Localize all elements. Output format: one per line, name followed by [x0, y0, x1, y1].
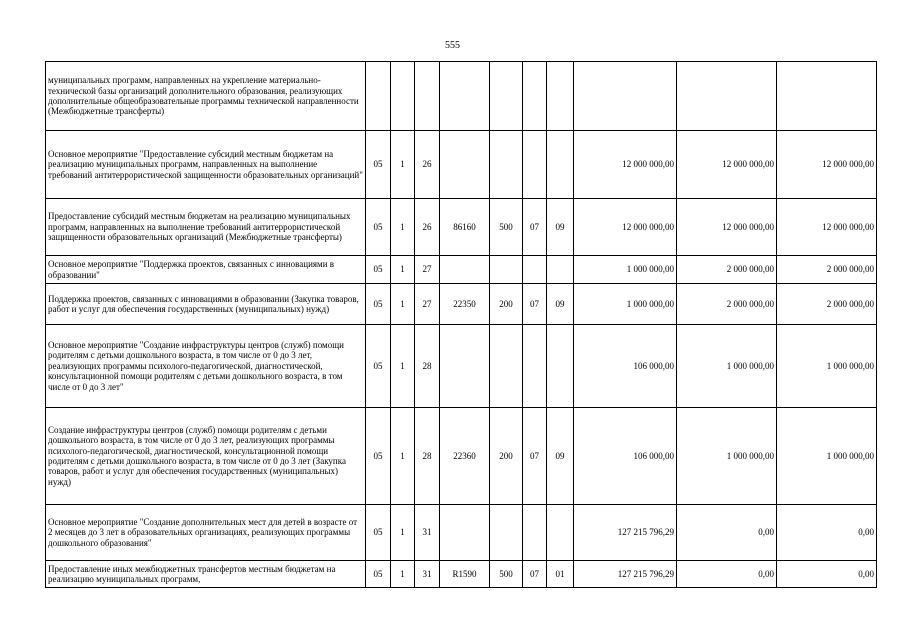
code-cell: 86160	[440, 199, 490, 256]
code-cell: 07	[523, 408, 547, 505]
amount-cell: 12 000 000,00	[677, 131, 777, 199]
table-row	[46, 256, 877, 284]
row-name: Основное мероприятие "Поддержка проектов, связанных с инновациями в образовании"	[46, 256, 366, 284]
row-name: Основное мероприятие "Предоставление субсидий местным бюджетам на реализацию муниципальных программ, направленных на выполнение требований антитеррористической защищенности образовательных организаций"	[46, 131, 366, 199]
amount-cell: 2 000 000,00	[677, 284, 777, 325]
budget-table	[45, 61, 877, 588]
code-cell: 22360	[440, 408, 490, 505]
amount-cell	[677, 62, 777, 131]
row-name: Предоставление субсидий местным бюджетам на реализацию муниципальных программ, направленных на выполнение требований антитеррористической защищенности образовательных организаций (Межбюджетные трансферты)	[46, 199, 366, 256]
table-row	[46, 62, 877, 131]
code-cell	[547, 325, 574, 408]
code-cell	[490, 62, 523, 131]
code-cell: 09	[547, 408, 574, 505]
amount-cell: 12 000 000,00	[777, 199, 877, 256]
code-cell: 1	[391, 325, 415, 408]
code-cell	[490, 505, 523, 561]
code-cell	[490, 131, 523, 199]
code-cell: 1	[391, 199, 415, 256]
row-name: муниципальных программ, направленных на укрепление материально-технической базы организаций дополнительного образования, реализующих дополнительные общеобразовательные программы технической направленности (Межбюджетные трансферты)	[46, 62, 366, 131]
code-cell: 1	[391, 284, 415, 325]
code-cell	[490, 256, 523, 284]
code-cell: 05	[366, 256, 391, 284]
code-cell: 200	[490, 408, 523, 505]
code-cell	[523, 505, 547, 561]
code-cell: 05	[366, 408, 391, 505]
code-cell: 27	[415, 284, 440, 325]
code-cell: 05	[366, 199, 391, 256]
code-cell: 07	[523, 199, 547, 256]
code-cell	[440, 62, 490, 131]
amount-cell: 106 000,00	[574, 325, 677, 408]
code-cell: 07	[523, 561, 547, 588]
code-cell: 1	[391, 505, 415, 561]
code-cell: 28	[415, 408, 440, 505]
code-cell	[547, 505, 574, 561]
code-cell	[440, 256, 490, 284]
table-row	[46, 199, 877, 256]
code-cell	[523, 62, 547, 131]
amount-cell: 127 215 796,29	[574, 561, 677, 588]
amount-cell: 2 000 000,00	[777, 256, 877, 284]
code-cell: 05	[366, 284, 391, 325]
amount-cell: 1 000 000,00	[574, 284, 677, 325]
amount-cell: 12 000 000,00	[777, 131, 877, 199]
code-cell: 1	[391, 408, 415, 505]
code-cell	[440, 505, 490, 561]
code-cell	[440, 325, 490, 408]
code-cell: 07	[523, 284, 547, 325]
code-cell: 09	[547, 284, 574, 325]
code-cell: 26	[415, 199, 440, 256]
code-cell: 31	[415, 505, 440, 561]
amount-cell: 1 000 000,00	[677, 408, 777, 505]
amount-cell: 2 000 000,00	[777, 284, 877, 325]
amount-cell: 0,00	[777, 561, 877, 588]
code-cell	[523, 256, 547, 284]
code-cell	[547, 131, 574, 199]
code-cell: 1	[391, 256, 415, 284]
code-cell: 27	[415, 256, 440, 284]
amount-cell: 127 215 796,29	[574, 505, 677, 561]
code-cell: 1	[391, 561, 415, 588]
code-cell: R1590	[440, 561, 490, 588]
code-cell: 200	[490, 284, 523, 325]
row-name: Основное мероприятие "Создание инфраструктуры центров (служб) помощи родителям с детьми дошкольного возраста, в том числе от 0 до 3 лет, реализующих программы психолого-педагогической, диагностической, консультационной помощи родителям с детьми дошкольного возраста, в том числе от 0 до 3 лет"	[46, 325, 366, 408]
amount-cell: 0,00	[777, 505, 877, 561]
row-name: Создание инфраструктуры центров (служб) помощи родителям с детьми дошкольного возраста, в том числе от 0 до 3 лет, реализующих программы психолого-педагогической, диагностической, консультационной помощи родителям с детьми дошкольного возраста, в том числе от 0 до 3 лет (Закупка товаров, работ и услуг для обеспечения государственных (муниципальных) нужд)	[46, 408, 366, 505]
amount-cell: 0,00	[677, 561, 777, 588]
table-row	[46, 505, 877, 561]
code-cell: 05	[366, 561, 391, 588]
code-cell: 05	[366, 131, 391, 199]
code-cell: 500	[490, 199, 523, 256]
code-cell	[490, 325, 523, 408]
amount-cell: 0,00	[677, 505, 777, 561]
table-row	[46, 408, 877, 505]
amount-cell: 12 000 000,00	[574, 199, 677, 256]
amount-cell: 12 000 000,00	[574, 131, 677, 199]
code-cell	[547, 62, 574, 131]
code-cell: 28	[415, 325, 440, 408]
table-row	[46, 284, 877, 325]
amount-cell: 2 000 000,00	[677, 256, 777, 284]
code-cell: 22350	[440, 284, 490, 325]
amount-cell: 1 000 000,00	[777, 408, 877, 505]
code-cell: 05	[366, 325, 391, 408]
table-row	[46, 561, 877, 588]
code-cell: 05	[366, 505, 391, 561]
amount-cell	[777, 62, 877, 131]
code-cell: 09	[547, 199, 574, 256]
code-cell: 31	[415, 561, 440, 588]
row-name: Предоставление иных межбюджетных трансфертов местным бюджетам на реализацию муниципальных программ,	[46, 561, 366, 588]
code-cell: 01	[547, 561, 574, 588]
code-cell	[415, 62, 440, 131]
amount-cell: 1 000 000,00	[574, 256, 677, 284]
code-cell	[523, 131, 547, 199]
table-row	[46, 131, 877, 199]
amount-cell	[574, 62, 677, 131]
code-cell: 1	[391, 131, 415, 199]
amount-cell: 106 000,00	[574, 408, 677, 505]
row-name: Основное мероприятие "Создание дополнительных мест для детей в возрасте от 2 месяцев до 3 лет в образовательных организациях, реализующих программы дошкольного образования"	[46, 505, 366, 561]
amount-cell: 1 000 000,00	[677, 325, 777, 408]
amount-cell: 1 000 000,00	[777, 325, 877, 408]
code-cell	[391, 62, 415, 131]
code-cell: 500	[490, 561, 523, 588]
row-name: Поддержка проектов, связанных с инновациями в образовании (Закупка товаров, работ и услуг для обеспечения государственных (муниципальных) нужд)	[46, 284, 366, 325]
code-cell	[547, 256, 574, 284]
code-cell: 26	[415, 131, 440, 199]
code-cell	[440, 131, 490, 199]
table-row	[46, 325, 877, 408]
code-cell	[366, 62, 391, 131]
amount-cell: 12 000 000,00	[677, 199, 777, 256]
code-cell	[523, 325, 547, 408]
page-number: 555	[445, 40, 460, 51]
